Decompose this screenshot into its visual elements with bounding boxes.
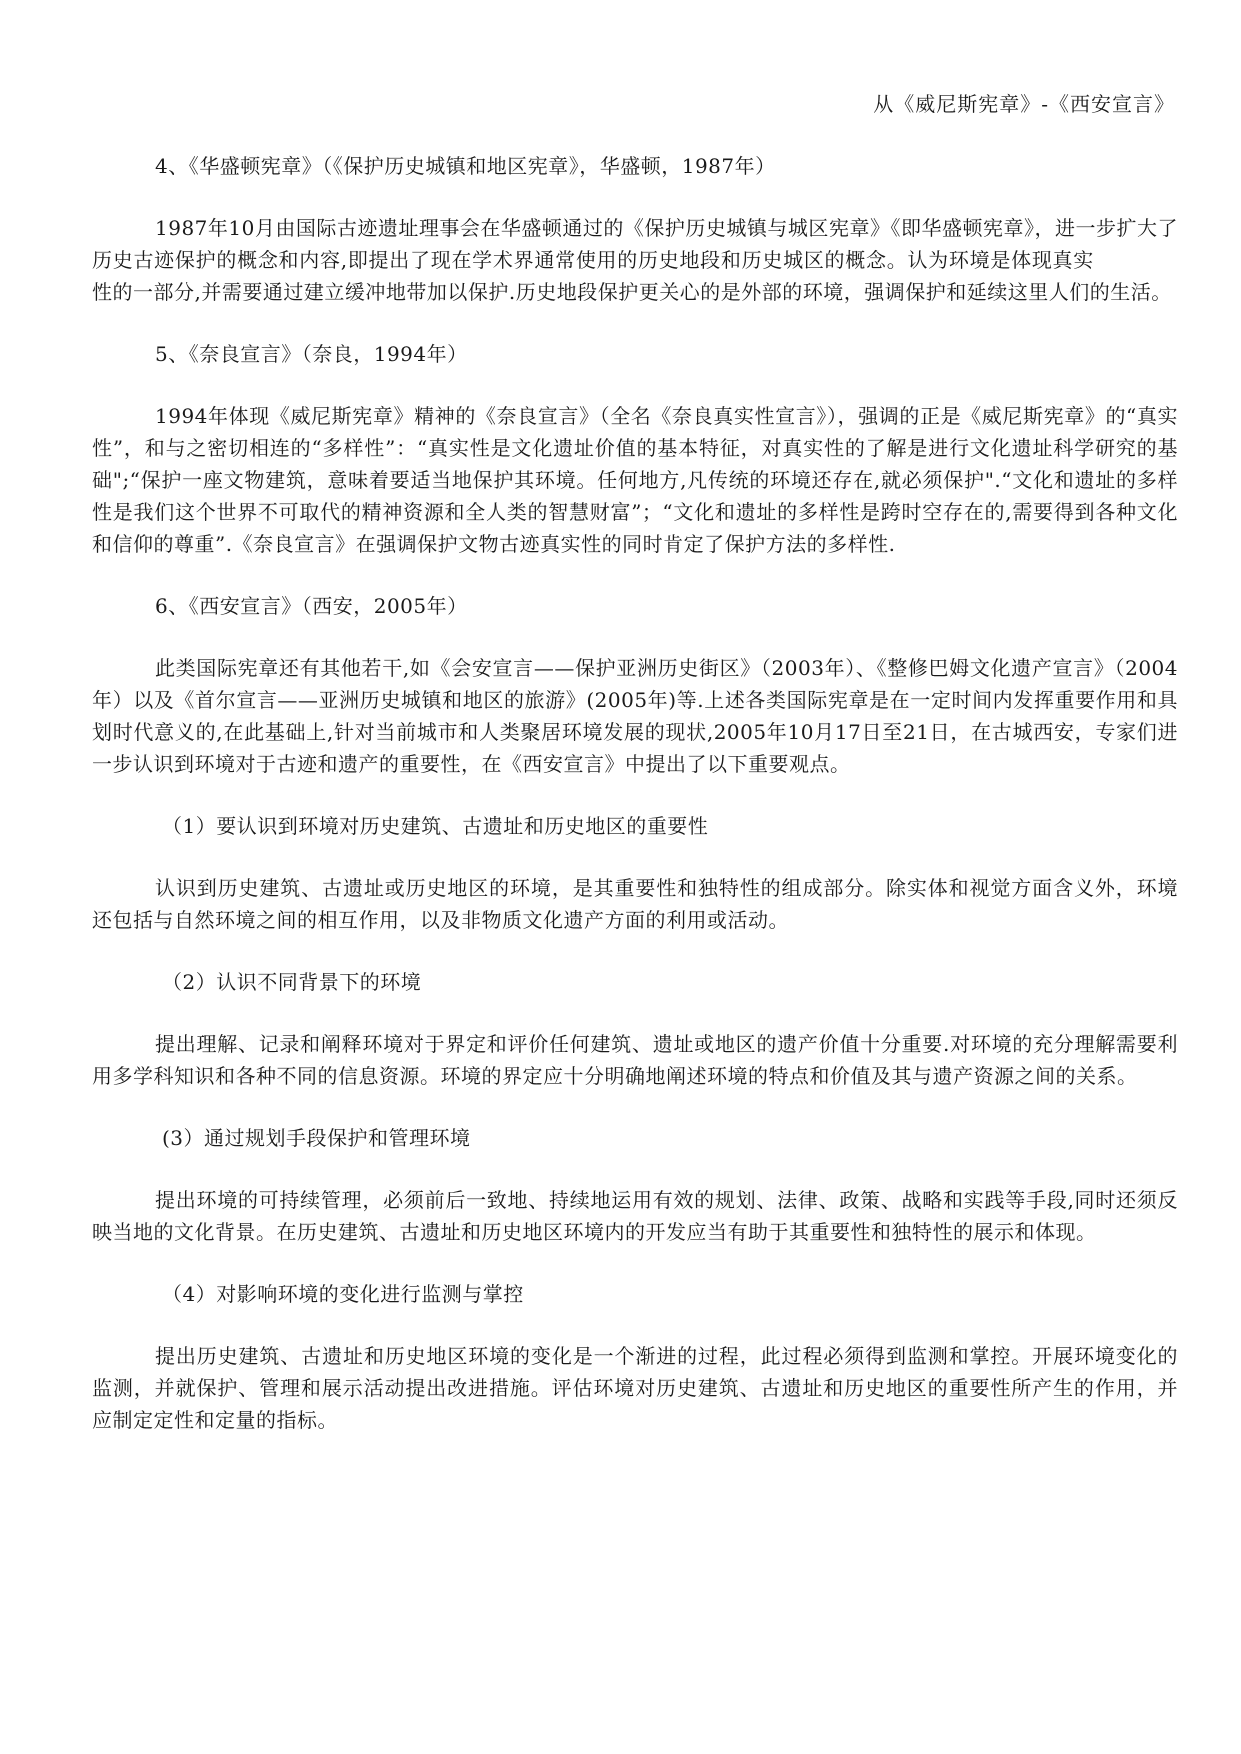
paragraph-washington-charter-part-b: 性的一部分,并需要通过建立缓冲地带加以保护.历史地段保护更关心的是外部的环境，强调保护和延续这里人们的生活。 — [92, 280, 1172, 304]
paragraph-washington-charter-part-a: 1987年10月由国际古迹遗址理事会在华盛顿通过的《保护历史城镇与城区宪章》《即华盛顿宪章》，进一步扩大了历史古迹保护的概念和内容,即提出了现在学术界通常使用的历史地段和历史城区的概念。认为环境是体现真实 — [92, 216, 1178, 272]
point-heading-4: （4）对影响环境的变化进行监测与掌控 — [162, 1282, 524, 1306]
point-paragraph-1: 认识到历史建筑、古遗址或历史地区的环境，是其重要性和独特性的组成部分。除实体和视觉方面含义外，环境还包括与自然环境之间的相互作用，以及非物质文化遗产方面的利用或活动。 — [92, 876, 1178, 932]
point-heading-3: (3）通过规划手段保护和管理环境 — [162, 1126, 471, 1150]
paragraph-xian-declaration: 此类国际宪章还有其他若干,如《会安宣言——保护亚洲历史街区》（2003年）、《整修巴姆文化遗产宣言》（2004年）以及《首尔宣言——亚洲历史城镇和地区的旅游》(2005年)等.上述各类国际宪章是在一定时间内发挥重要作用和具划时代意义的,在此基础上,针对当前城市和人类聚居环境发展的现状,2005年10月17日至21日，在古城西安，专家们进一步认识到环境对于古迹和遗产的重要性，在《西安宣言》中提出了以下重要观点。 — [92, 656, 1178, 776]
paragraph-nara-declaration: 1994年体现《威尼斯宪章》精神的《奈良宣言》（全名《奈良真实性宣言》），强调的正是《威尼斯宪章》的“真实性”，和与之密切相连的“多样性”：“真实性是文化遗址价值的基本特征，对真实性的了解是进行文化遗址科学研究的基础";“保护一座文物建筑，意味着要适当地保护其环境。任何地方,凡传统的环境还存在,就必须保护".“文化和遗址的多样性是我们这个世界不可取代的精神资源和全人类的智慧财富”；“文化和遗址的多样性是跨时空存在的,需要得到各种文化和信仰的尊重”.《奈良宣言》在强调保护文物古迹真实性的同时肯定了保护方法的多样性. — [92, 404, 1178, 556]
section-heading-washington-charter: 4、《华盛顿宪章》（《保护历史城镇和地区宪章》，华盛顿，1987年） — [155, 154, 776, 178]
point-heading-2: （2）认识不同背景下的环境 — [162, 970, 422, 994]
paragraph-washington-charter — [92, 212, 1178, 308]
point-paragraph-4: 提出历史建筑、古遗址和历史地区环境的变化是一个渐进的过程，此过程必须得到监测和掌控。开展环境变化的监测，并就保护、管理和展示活动提出改进措施。评估环境对历史建筑、古遗址和历史地区的重要性所产生的作用，并应制定定性和定量的指标。 — [92, 1344, 1178, 1432]
running-header: 从《威尼斯宪章》-《西安宣言》 — [873, 92, 1175, 116]
point-heading-1: （1）要认识到环境对历史建筑、古遗址和历史地区的重要性 — [162, 814, 709, 838]
point-paragraph-2: 提出理解、记录和阐释环境对于界定和评价任何建筑、遗址或地区的遗产价值十分重要.对环境的充分理解需要利用多学科知识和各种不同的信息资源。环境的界定应十分明确地阐述环境的特点和价值及其与遗产资源之间的关系。 — [92, 1032, 1178, 1088]
point-paragraph-3: 提出环境的可持续管理，必须前后一致地、持续地运用有效的规划、法律、政策、战略和实践等手段,同时还须反映当地的文化背景。在历史建筑、古遗址和历史地区环境内的开发应当有助于其重要性和独特性的展示和体现。 — [92, 1188, 1178, 1244]
section-heading-xian-declaration: 6、《西安宣言》（西安，2005年） — [155, 594, 468, 618]
document-body — [92, 150, 1178, 1466]
section-heading-nara-declaration: 5、《奈良宣言》（奈良，1994年） — [155, 342, 468, 366]
